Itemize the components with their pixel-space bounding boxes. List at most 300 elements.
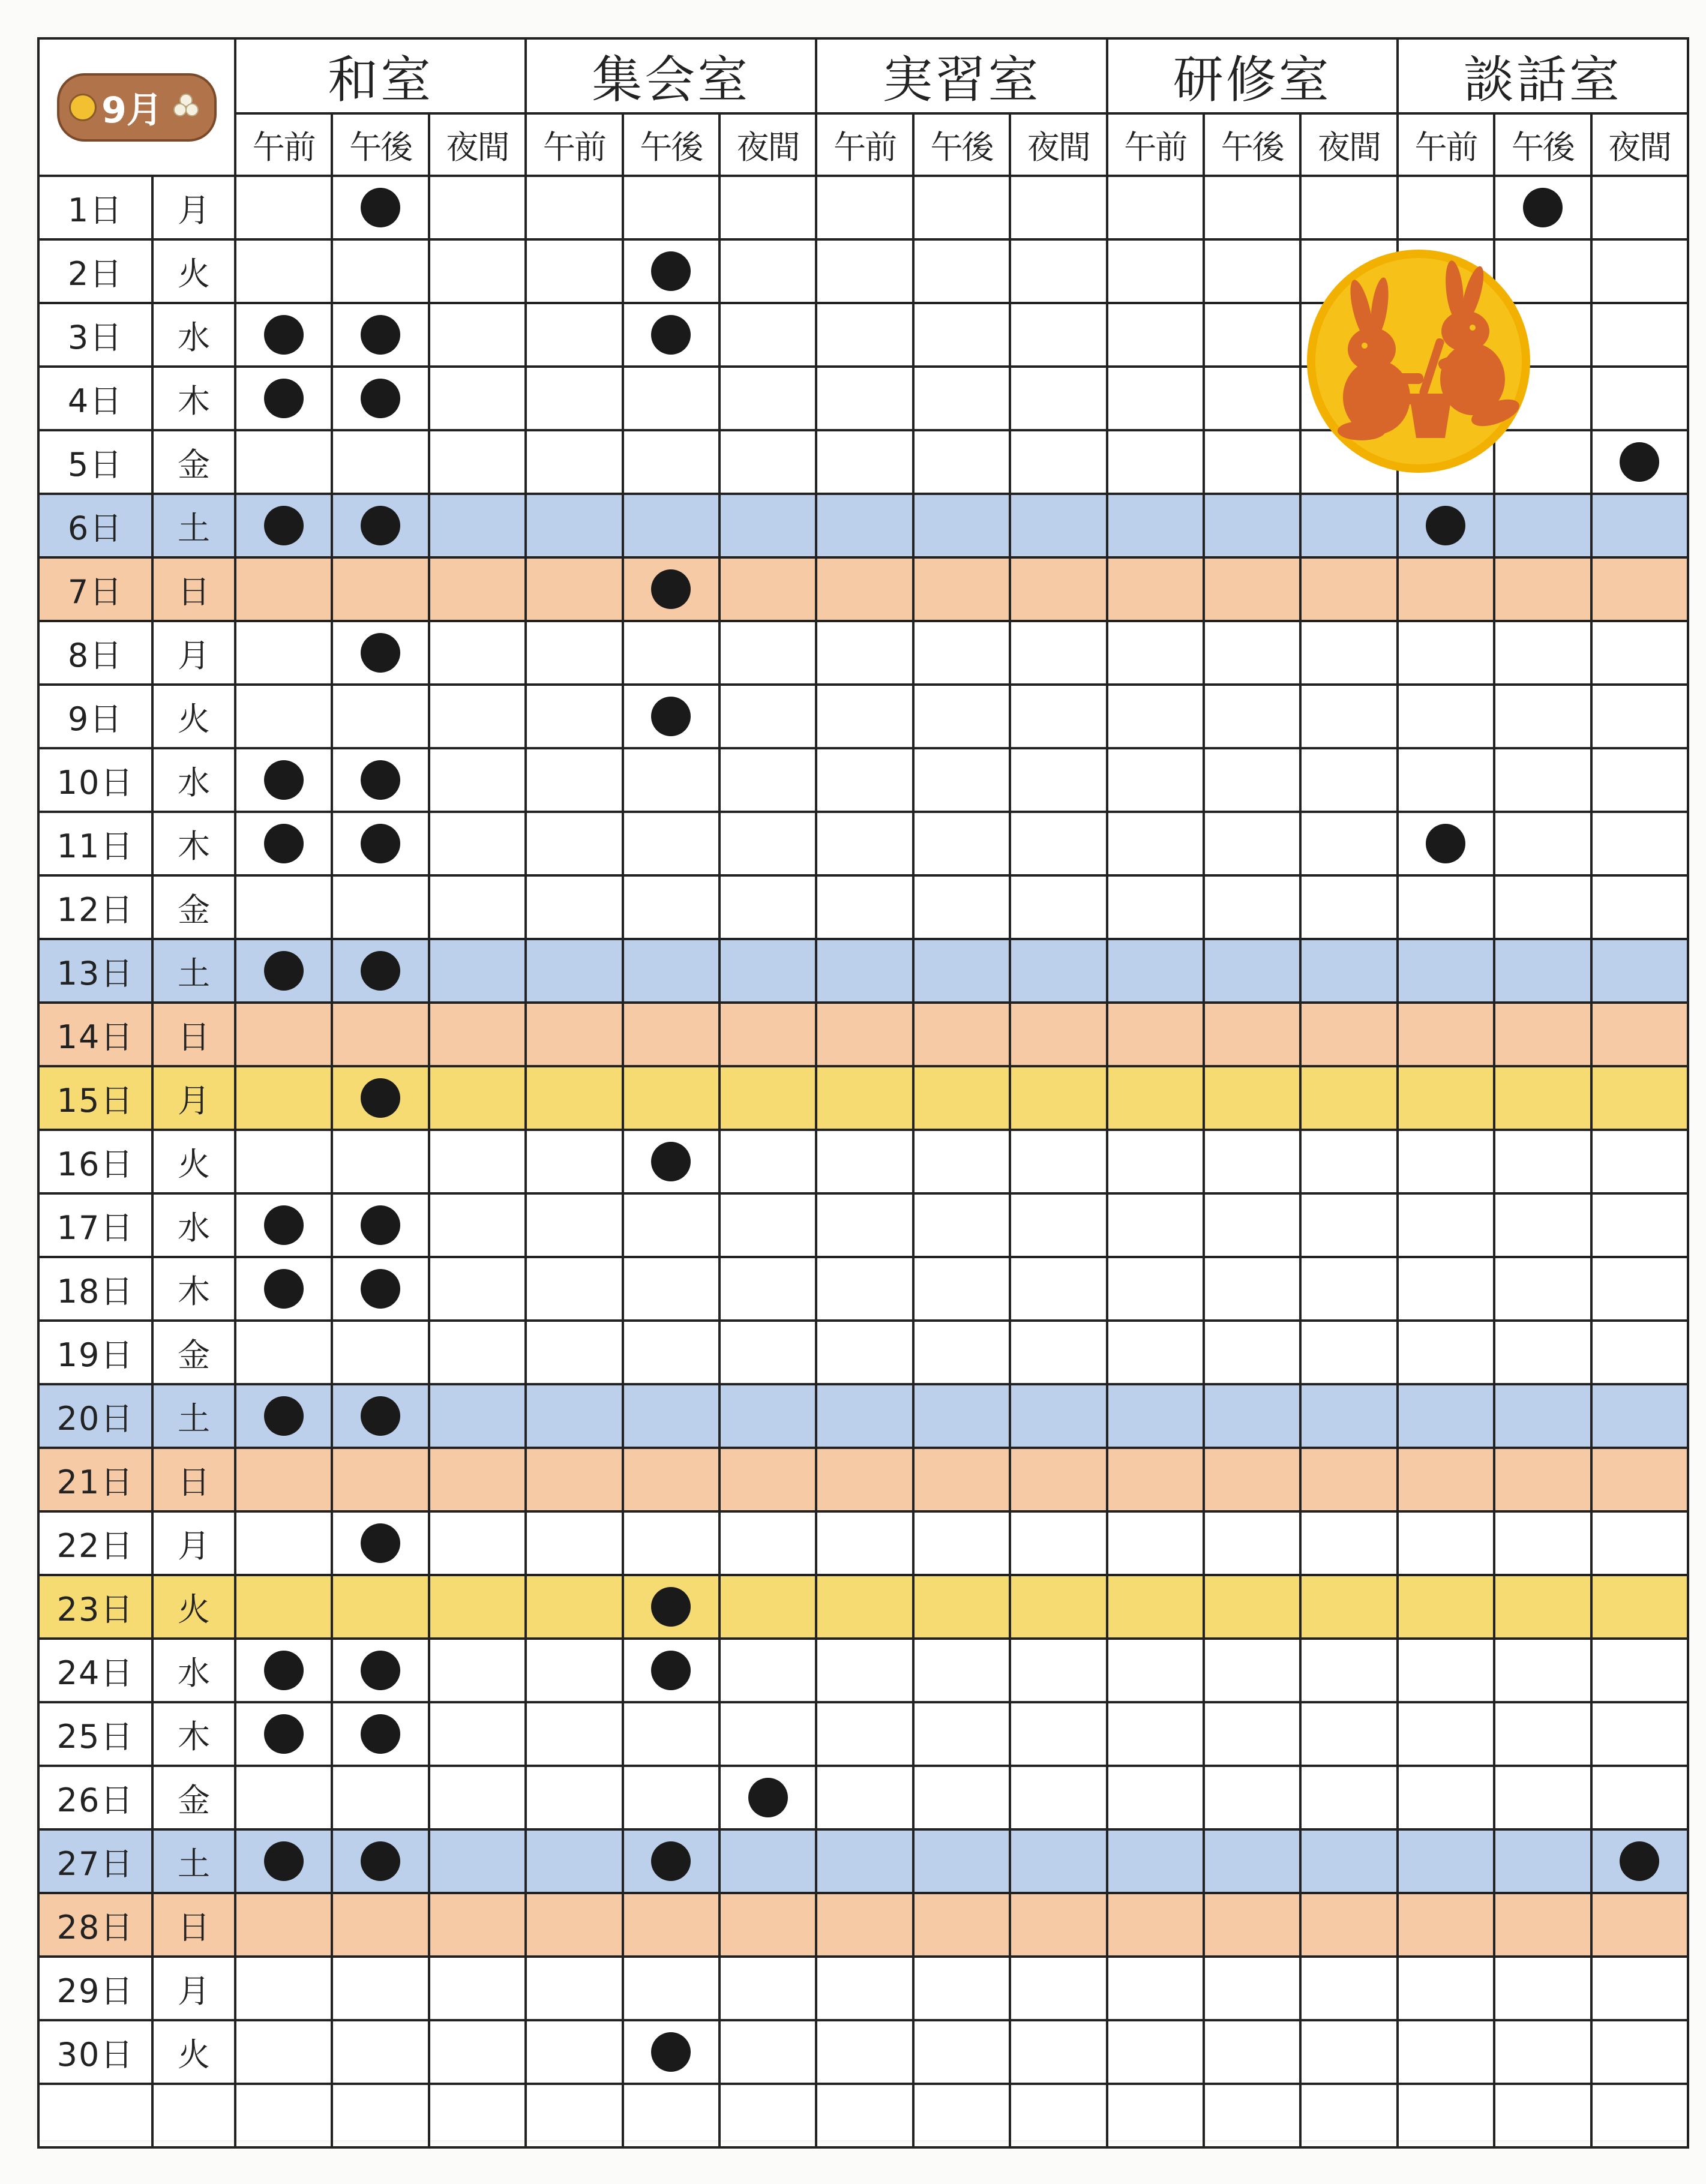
- slot-cell[interactable]: [913, 1957, 1010, 2020]
- slot-cell[interactable]: [1398, 939, 1494, 1003]
- slot-cell[interactable]: [1107, 1766, 1204, 1829]
- slot-cell[interactable]: [1204, 812, 1300, 875]
- slot-cell[interactable]: [1494, 748, 1591, 812]
- slot-cell[interactable]: [816, 2084, 913, 2147]
- slot-cell[interactable]: [235, 875, 332, 939]
- slot-cell[interactable]: [1300, 1575, 1397, 1639]
- slot-cell[interactable]: [1494, 1321, 1591, 1384]
- slot-cell[interactable]: [719, 239, 816, 303]
- slot-cell[interactable]: [429, 875, 526, 939]
- slot-cell[interactable]: [623, 1639, 719, 1702]
- slot-cell[interactable]: [1204, 1321, 1300, 1384]
- slot-cell[interactable]: [1204, 1702, 1300, 1766]
- slot-cell[interactable]: [332, 239, 428, 303]
- slot-cell[interactable]: [1300, 1257, 1397, 1321]
- slot-cell[interactable]: [913, 1384, 1010, 1448]
- slot-cell[interactable]: [913, 685, 1010, 748]
- slot-cell[interactable]: [526, 1639, 622, 1702]
- slot-cell[interactable]: [623, 1766, 719, 1829]
- slot-cell[interactable]: [816, 1257, 913, 1321]
- slot-cell[interactable]: [1591, 239, 1688, 303]
- slot-cell[interactable]: [332, 1321, 428, 1384]
- slot-cell[interactable]: [1591, 1893, 1688, 1957]
- slot-cell[interactable]: [526, 1257, 622, 1321]
- slot-cell[interactable]: [429, 1766, 526, 1829]
- slot-cell[interactable]: [1591, 1766, 1688, 1829]
- slot-cell[interactable]: [1300, 875, 1397, 939]
- slot-cell[interactable]: [332, 1511, 428, 1575]
- slot-cell[interactable]: [332, 367, 428, 430]
- slot-cell[interactable]: [526, 1575, 622, 1639]
- slot-cell[interactable]: [332, 621, 428, 685]
- slot-cell[interactable]: [913, 875, 1010, 939]
- slot-cell[interactable]: [913, 303, 1010, 367]
- slot-cell[interactable]: [1494, 875, 1591, 939]
- slot-cell[interactable]: [913, 2084, 1010, 2147]
- slot-cell[interactable]: [623, 1702, 719, 1766]
- slot-cell[interactable]: [816, 1702, 913, 1766]
- slot-cell[interactable]: [816, 367, 913, 430]
- slot-cell[interactable]: [1010, 1702, 1107, 1766]
- slot-cell[interactable]: [1010, 176, 1107, 239]
- slot-cell[interactable]: [913, 1829, 1010, 1893]
- slot-cell[interactable]: [816, 1957, 913, 2020]
- slot-cell[interactable]: [623, 812, 719, 875]
- slot-cell[interactable]: [1300, 812, 1397, 875]
- slot-cell[interactable]: [1107, 1384, 1204, 1448]
- slot-cell[interactable]: [429, 239, 526, 303]
- slot-cell[interactable]: [1300, 1384, 1397, 1448]
- slot-cell[interactable]: [429, 1130, 526, 1193]
- slot-cell[interactable]: [719, 1130, 816, 1193]
- slot-cell[interactable]: [1204, 1066, 1300, 1130]
- slot-cell[interactable]: [1010, 1448, 1107, 1511]
- slot-cell[interactable]: [913, 621, 1010, 685]
- slot-cell[interactable]: [623, 748, 719, 812]
- slot-cell[interactable]: [1398, 176, 1494, 239]
- slot-cell[interactable]: [429, 430, 526, 494]
- slot-cell[interactable]: [1494, 1384, 1591, 1448]
- slot-cell[interactable]: [526, 1702, 622, 1766]
- slot-cell[interactable]: [1010, 239, 1107, 303]
- slot-cell[interactable]: [429, 1321, 526, 1384]
- slot-cell[interactable]: [719, 557, 816, 621]
- slot-cell[interactable]: [1398, 1829, 1494, 1893]
- slot-cell[interactable]: [623, 1003, 719, 1066]
- slot-cell[interactable]: [816, 1893, 913, 1957]
- slot-cell[interactable]: [526, 1829, 622, 1893]
- slot-cell[interactable]: [429, 2020, 526, 2084]
- slot-cell[interactable]: [235, 939, 332, 1003]
- slot-cell[interactable]: [1107, 621, 1204, 685]
- slot-cell[interactable]: [1204, 239, 1300, 303]
- slot-cell[interactable]: [235, 494, 332, 557]
- slot-cell[interactable]: [719, 621, 816, 685]
- slot-cell[interactable]: [235, 1003, 332, 1066]
- slot-cell[interactable]: [1204, 2084, 1300, 2147]
- slot-cell[interactable]: [1398, 1639, 1494, 1702]
- slot-cell[interactable]: [235, 239, 332, 303]
- slot-cell[interactable]: [526, 1321, 622, 1384]
- slot-cell[interactable]: [1204, 176, 1300, 239]
- slot-cell[interactable]: [719, 685, 816, 748]
- slot-cell[interactable]: [913, 1193, 1010, 1257]
- slot-cell[interactable]: [719, 1893, 816, 1957]
- slot-cell[interactable]: [1591, 1702, 1688, 1766]
- slot-cell[interactable]: [235, 557, 332, 621]
- slot-cell[interactable]: [1300, 176, 1397, 239]
- slot-cell[interactable]: [429, 939, 526, 1003]
- slot-cell[interactable]: [235, 812, 332, 875]
- slot-cell[interactable]: [1398, 494, 1494, 557]
- slot-cell[interactable]: [1300, 494, 1397, 557]
- slot-cell[interactable]: [913, 1511, 1010, 1575]
- slot-cell[interactable]: [816, 1003, 913, 1066]
- slot-cell[interactable]: [1204, 1766, 1300, 1829]
- slot-cell[interactable]: [526, 812, 622, 875]
- slot-cell[interactable]: [1591, 1575, 1688, 1639]
- slot-cell[interactable]: [332, 748, 428, 812]
- slot-cell[interactable]: [1204, 303, 1300, 367]
- slot-cell[interactable]: [1398, 1130, 1494, 1193]
- slot-cell[interactable]: [816, 621, 913, 685]
- slot-cell[interactable]: [1591, 1257, 1688, 1321]
- slot-cell[interactable]: [429, 1639, 526, 1702]
- slot-cell[interactable]: [1591, 1957, 1688, 2020]
- slot-cell[interactable]: [816, 430, 913, 494]
- slot-cell[interactable]: [719, 1766, 816, 1829]
- slot-cell[interactable]: [1010, 1193, 1107, 1257]
- slot-cell[interactable]: [1010, 494, 1107, 557]
- slot-cell[interactable]: [235, 1893, 332, 1957]
- slot-cell[interactable]: [1494, 621, 1591, 685]
- slot-cell[interactable]: [1107, 239, 1204, 303]
- slot-cell[interactable]: [429, 812, 526, 875]
- slot-cell[interactable]: [913, 430, 1010, 494]
- slot-cell[interactable]: [1591, 1639, 1688, 1702]
- slot-cell[interactable]: [623, 2020, 719, 2084]
- slot-cell[interactable]: [235, 1511, 332, 1575]
- slot-cell[interactable]: [623, 367, 719, 430]
- slot-cell[interactable]: [1398, 2084, 1494, 2147]
- slot-cell[interactable]: [913, 1575, 1010, 1639]
- slot-cell[interactable]: [1591, 557, 1688, 621]
- slot-cell[interactable]: [816, 1639, 913, 1702]
- slot-cell[interactable]: [623, 875, 719, 939]
- slot-cell[interactable]: [1494, 1639, 1591, 1702]
- slot-cell[interactable]: [913, 939, 1010, 1003]
- slot-cell[interactable]: [816, 2020, 913, 2084]
- slot-cell[interactable]: [1398, 1003, 1494, 1066]
- slot-cell[interactable]: [1107, 367, 1204, 430]
- slot-cell[interactable]: [1398, 685, 1494, 748]
- slot-cell[interactable]: [526, 1384, 622, 1448]
- slot-cell[interactable]: [429, 1003, 526, 1066]
- slot-cell[interactable]: [1591, 1193, 1688, 1257]
- slot-cell[interactable]: [816, 176, 913, 239]
- slot-cell[interactable]: [623, 621, 719, 685]
- slot-cell[interactable]: [1010, 939, 1107, 1003]
- slot-cell[interactable]: [913, 1066, 1010, 1130]
- slot-cell[interactable]: [1494, 1575, 1591, 1639]
- slot-cell[interactable]: [623, 176, 719, 239]
- slot-cell[interactable]: [816, 1384, 913, 1448]
- slot-cell[interactable]: [913, 239, 1010, 303]
- slot-cell[interactable]: [1010, 1321, 1107, 1384]
- slot-cell[interactable]: [1204, 1575, 1300, 1639]
- slot-cell[interactable]: [429, 748, 526, 812]
- slot-cell[interactable]: [623, 239, 719, 303]
- slot-cell[interactable]: [526, 430, 622, 494]
- slot-cell[interactable]: [623, 1957, 719, 2020]
- slot-cell[interactable]: [1494, 557, 1591, 621]
- slot-cell[interactable]: [1494, 494, 1591, 557]
- slot-cell[interactable]: [235, 303, 332, 367]
- slot-cell[interactable]: [913, 1893, 1010, 1957]
- slot-cell[interactable]: [332, 875, 428, 939]
- slot-cell[interactable]: [719, 1702, 816, 1766]
- slot-cell[interactable]: [1494, 812, 1591, 875]
- slot-cell[interactable]: [623, 1066, 719, 1130]
- slot-cell[interactable]: [1204, 1193, 1300, 1257]
- slot-cell[interactable]: [1204, 2020, 1300, 2084]
- slot-cell[interactable]: [913, 1448, 1010, 1511]
- slot-cell[interactable]: [623, 494, 719, 557]
- slot-cell[interactable]: [719, 1511, 816, 1575]
- slot-cell[interactable]: [235, 1957, 332, 2020]
- slot-cell[interactable]: [332, 1003, 428, 1066]
- slot-cell[interactable]: [1107, 1003, 1204, 1066]
- slot-cell[interactable]: [1204, 1829, 1300, 1893]
- slot-cell[interactable]: [816, 875, 913, 939]
- slot-cell[interactable]: [1591, 1003, 1688, 1066]
- slot-cell[interactable]: [1494, 1893, 1591, 1957]
- slot-cell[interactable]: [429, 557, 526, 621]
- slot-cell[interactable]: [1107, 1829, 1204, 1893]
- slot-cell[interactable]: [1107, 1321, 1204, 1384]
- slot-cell[interactable]: [1204, 1130, 1300, 1193]
- slot-cell[interactable]: [623, 1893, 719, 1957]
- slot-cell[interactable]: [429, 176, 526, 239]
- slot-cell[interactable]: [1204, 748, 1300, 812]
- slot-cell[interactable]: [1107, 557, 1204, 621]
- slot-cell[interactable]: [1494, 1766, 1591, 1829]
- slot-cell[interactable]: [913, 748, 1010, 812]
- slot-cell[interactable]: [332, 1575, 428, 1639]
- slot-cell[interactable]: [1494, 1702, 1591, 1766]
- slot-cell[interactable]: [623, 1130, 719, 1193]
- slot-cell[interactable]: [1591, 2020, 1688, 2084]
- slot-cell[interactable]: [1010, 812, 1107, 875]
- slot-cell[interactable]: [816, 1575, 913, 1639]
- slot-cell[interactable]: [235, 176, 332, 239]
- slot-cell[interactable]: [332, 1066, 428, 1130]
- slot-cell[interactable]: [1107, 1575, 1204, 1639]
- slot-cell[interactable]: [1107, 176, 1204, 239]
- slot-cell[interactable]: [1494, 1193, 1591, 1257]
- slot-cell[interactable]: [1010, 1829, 1107, 1893]
- slot-cell[interactable]: [1300, 1003, 1397, 1066]
- slot-cell[interactable]: [526, 939, 622, 1003]
- slot-cell[interactable]: [429, 1957, 526, 2020]
- slot-cell[interactable]: [816, 1193, 913, 1257]
- slot-cell[interactable]: [816, 557, 913, 621]
- slot-cell[interactable]: [429, 1702, 526, 1766]
- slot-cell[interactable]: [1398, 1384, 1494, 1448]
- slot-cell[interactable]: [1398, 812, 1494, 875]
- slot-cell[interactable]: [526, 2084, 622, 2147]
- slot-cell[interactable]: [235, 1448, 332, 1511]
- slot-cell[interactable]: [235, 748, 332, 812]
- slot-cell[interactable]: [623, 685, 719, 748]
- slot-cell[interactable]: [623, 1321, 719, 1384]
- slot-cell[interactable]: [332, 1448, 428, 1511]
- slot-cell[interactable]: [1107, 494, 1204, 557]
- slot-cell[interactable]: [235, 621, 332, 685]
- slot-cell[interactable]: [719, 1321, 816, 1384]
- slot-cell[interactable]: [1204, 1003, 1300, 1066]
- slot-cell[interactable]: [1204, 1893, 1300, 1957]
- slot-cell[interactable]: [1494, 1829, 1591, 1893]
- slot-cell[interactable]: [429, 1575, 526, 1639]
- slot-cell[interactable]: [1494, 1130, 1591, 1193]
- slot-cell[interactable]: [719, 1257, 816, 1321]
- slot-cell[interactable]: [719, 1448, 816, 1511]
- slot-cell[interactable]: [332, 1130, 428, 1193]
- slot-cell[interactable]: [526, 1511, 622, 1575]
- slot-cell[interactable]: [1107, 1702, 1204, 1766]
- slot-cell[interactable]: [1010, 1766, 1107, 1829]
- slot-cell[interactable]: [429, 1257, 526, 1321]
- slot-cell[interactable]: [1591, 685, 1688, 748]
- slot-cell[interactable]: [429, 1829, 526, 1893]
- slot-cell[interactable]: [1591, 812, 1688, 875]
- slot-cell[interactable]: [623, 1193, 719, 1257]
- slot-cell[interactable]: [623, 2084, 719, 2147]
- slot-cell[interactable]: [1010, 1257, 1107, 1321]
- slot-cell[interactable]: [623, 303, 719, 367]
- slot-cell[interactable]: [1398, 748, 1494, 812]
- slot-cell[interactable]: [1494, 1003, 1591, 1066]
- slot-cell[interactable]: [1591, 303, 1688, 367]
- slot-cell[interactable]: [1300, 1193, 1397, 1257]
- slot-cell[interactable]: [1398, 1448, 1494, 1511]
- slot-cell[interactable]: [526, 621, 622, 685]
- slot-cell[interactable]: [1010, 748, 1107, 812]
- slot-cell[interactable]: [332, 494, 428, 557]
- slot-cell[interactable]: [1010, 430, 1107, 494]
- slot-cell[interactable]: [1107, 1957, 1204, 2020]
- slot-cell[interactable]: [719, 875, 816, 939]
- slot-cell[interactable]: [332, 1384, 428, 1448]
- slot-cell[interactable]: [1204, 875, 1300, 939]
- slot-cell[interactable]: [623, 1511, 719, 1575]
- slot-cell[interactable]: [1398, 1575, 1494, 1639]
- slot-cell[interactable]: [1591, 176, 1688, 239]
- slot-cell[interactable]: [1107, 875, 1204, 939]
- slot-cell[interactable]: [913, 2020, 1010, 2084]
- slot-cell[interactable]: [816, 1321, 913, 1384]
- slot-cell[interactable]: [1300, 1130, 1397, 1193]
- slot-cell[interactable]: [1204, 1448, 1300, 1511]
- slot-cell[interactable]: [429, 621, 526, 685]
- slot-cell[interactable]: [1107, 748, 1204, 812]
- slot-cell[interactable]: [235, 430, 332, 494]
- slot-cell[interactable]: [1591, 430, 1688, 494]
- slot-cell[interactable]: [1494, 2084, 1591, 2147]
- slot-cell[interactable]: [1300, 1321, 1397, 1384]
- slot-cell[interactable]: [1591, 1130, 1688, 1193]
- slot-cell[interactable]: [1398, 1511, 1494, 1575]
- slot-cell[interactable]: [526, 1066, 622, 1130]
- slot-cell[interactable]: [816, 303, 913, 367]
- slot-cell[interactable]: [1010, 1511, 1107, 1575]
- slot-cell[interactable]: [719, 1384, 816, 1448]
- slot-cell[interactable]: [623, 1575, 719, 1639]
- slot-cell[interactable]: [332, 2020, 428, 2084]
- slot-cell[interactable]: [332, 176, 428, 239]
- slot-cell[interactable]: [1494, 1448, 1591, 1511]
- slot-cell[interactable]: [526, 1766, 622, 1829]
- slot-cell[interactable]: [816, 1130, 913, 1193]
- slot-cell[interactable]: [235, 1702, 332, 1766]
- slot-cell[interactable]: [526, 303, 622, 367]
- slot-cell[interactable]: [526, 875, 622, 939]
- slot-cell[interactable]: [1204, 494, 1300, 557]
- slot-cell[interactable]: [332, 303, 428, 367]
- slot-cell[interactable]: [1204, 1957, 1300, 2020]
- slot-cell[interactable]: [1107, 685, 1204, 748]
- slot-cell[interactable]: [332, 557, 428, 621]
- slot-cell[interactable]: [1398, 621, 1494, 685]
- slot-cell[interactable]: [1300, 2020, 1397, 2084]
- slot-cell[interactable]: [332, 939, 428, 1003]
- slot-cell[interactable]: [332, 430, 428, 494]
- slot-cell[interactable]: [235, 1130, 332, 1193]
- slot-cell[interactable]: [1010, 367, 1107, 430]
- slot-cell[interactable]: [816, 685, 913, 748]
- slot-cell[interactable]: [332, 1957, 428, 2020]
- slot-cell[interactable]: [429, 685, 526, 748]
- slot-cell[interactable]: [719, 2084, 816, 2147]
- slot-cell[interactable]: [1398, 1766, 1494, 1829]
- slot-cell[interactable]: [623, 1384, 719, 1448]
- slot-cell[interactable]: [1204, 430, 1300, 494]
- slot-cell[interactable]: [1107, 1193, 1204, 1257]
- slot-cell[interactable]: [235, 1257, 332, 1321]
- slot-cell[interactable]: [1204, 1257, 1300, 1321]
- slot-cell[interactable]: [526, 1003, 622, 1066]
- slot-cell[interactable]: [1494, 1511, 1591, 1575]
- slot-cell[interactable]: [719, 1193, 816, 1257]
- slot-cell[interactable]: [719, 176, 816, 239]
- slot-cell[interactable]: [332, 1193, 428, 1257]
- slot-cell[interactable]: [1591, 1066, 1688, 1130]
- slot-cell[interactable]: [913, 1702, 1010, 1766]
- slot-cell[interactable]: [1010, 303, 1107, 367]
- slot-cell[interactable]: [526, 748, 622, 812]
- slot-cell[interactable]: [1300, 748, 1397, 812]
- slot-cell[interactable]: [429, 303, 526, 367]
- slot-cell[interactable]: [1300, 685, 1397, 748]
- slot-cell[interactable]: [1300, 557, 1397, 621]
- slot-cell[interactable]: [1300, 2084, 1397, 2147]
- slot-cell[interactable]: [526, 685, 622, 748]
- slot-cell[interactable]: [235, 685, 332, 748]
- slot-cell[interactable]: [913, 812, 1010, 875]
- slot-cell[interactable]: [719, 748, 816, 812]
- slot-cell[interactable]: [1300, 1893, 1397, 1957]
